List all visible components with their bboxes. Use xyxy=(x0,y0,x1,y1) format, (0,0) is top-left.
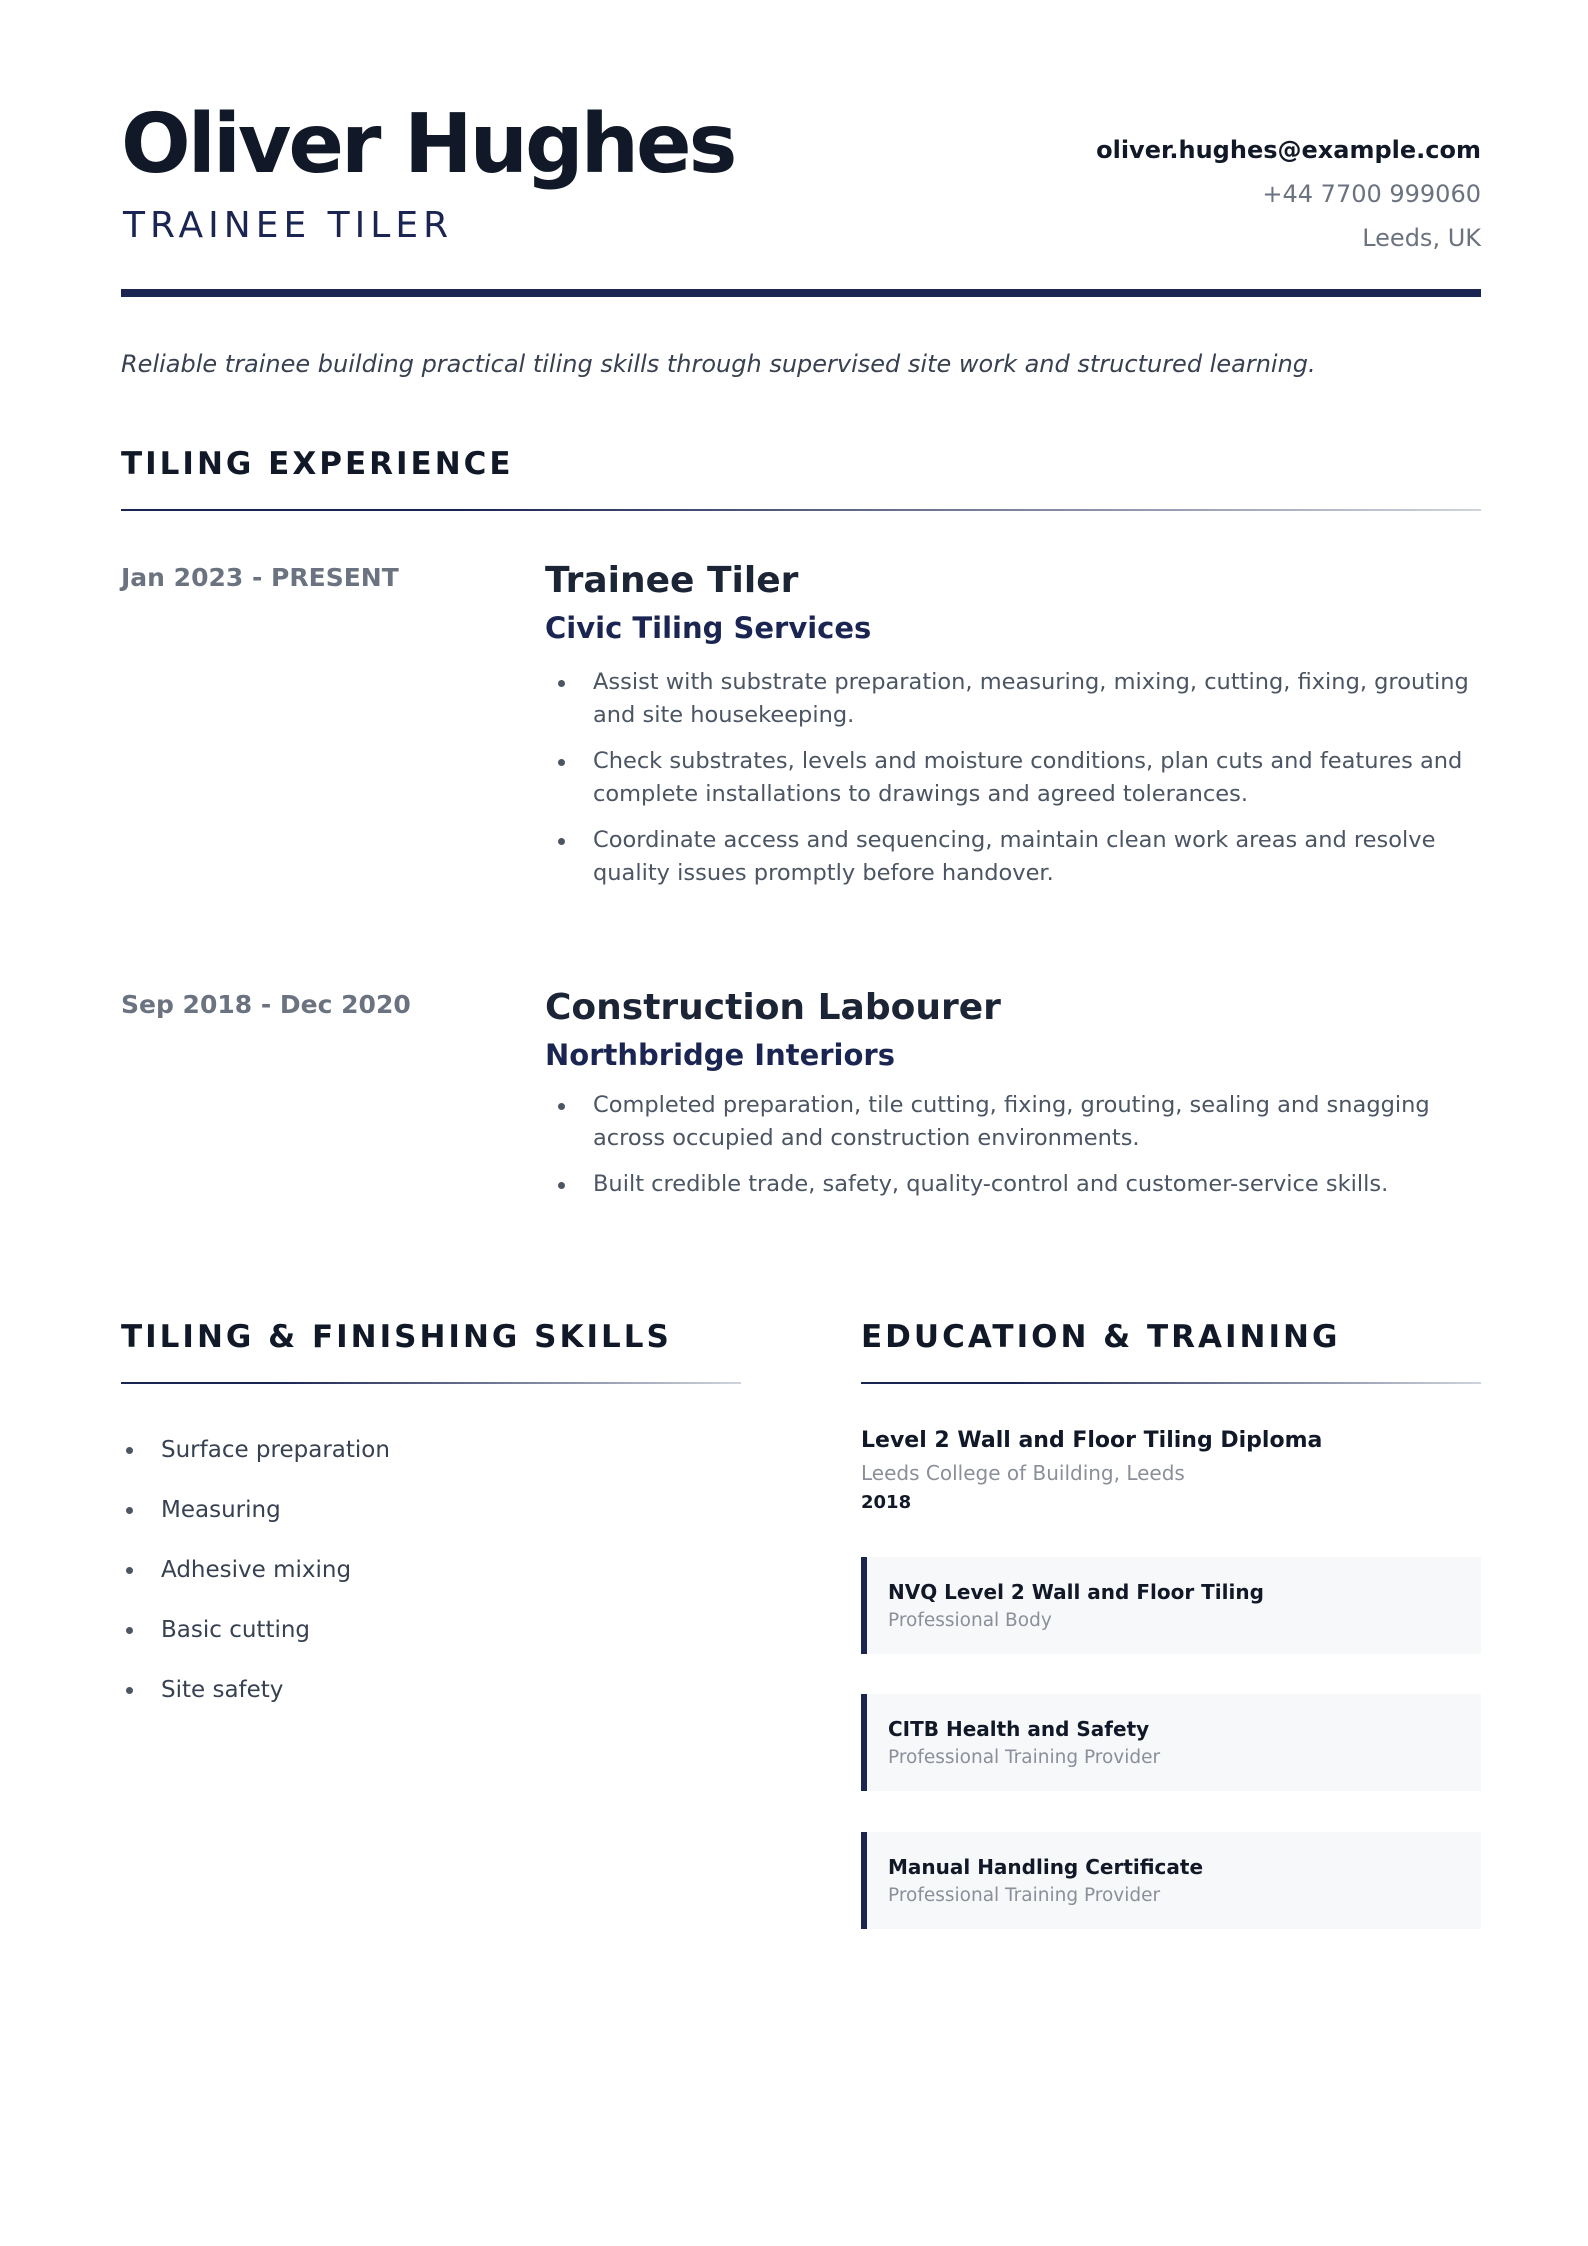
job-company: Civic Tiling Services xyxy=(545,611,872,645)
education-title: Level 2 Wall and Floor Tiling Diploma xyxy=(861,1428,1323,1453)
experience-section-divider xyxy=(121,509,1481,511)
skill-item: Site safety xyxy=(121,1660,390,1720)
contact-location: Leeds, UK xyxy=(1362,224,1481,252)
job-details xyxy=(545,985,1481,1214)
certification-issuer: Professional Training Provider xyxy=(888,1747,1161,1768)
skills-section-divider xyxy=(121,1382,741,1384)
job-responsibilities xyxy=(545,1089,1481,1201)
education-year: 2018 xyxy=(861,1492,912,1513)
candidate-name: Oliver Hughes xyxy=(121,97,735,192)
job-bullet: Assist with substrate preparation, measuring, mixing, cutting, fixing, grouting and site housekeeping. xyxy=(545,666,1481,732)
profile-summary: Reliable trainee building practical tiling skills through supervised site work and structured learning. xyxy=(121,350,1316,378)
skill-item: Adhesive mixing xyxy=(121,1540,390,1600)
job-title: Trainee Tiler xyxy=(545,560,799,601)
certification-card xyxy=(861,1832,1481,1929)
certification-title: CITB Health and Safety xyxy=(888,1717,1150,1741)
education-section-divider xyxy=(861,1382,1481,1384)
job-dates: Jan 2023 - PRESENT xyxy=(121,563,399,592)
header-divider xyxy=(121,289,1481,297)
experience-section-title: TILING EXPERIENCE xyxy=(121,446,514,482)
certification-card xyxy=(861,1694,1481,1791)
job-dates: Sep 2018 - Dec 2020 xyxy=(121,990,411,1019)
certification-title: NVQ Level 2 Wall and Floor Tiling xyxy=(888,1580,1264,1604)
skill-item: Basic cutting xyxy=(121,1600,390,1660)
certification-card xyxy=(861,1557,1481,1654)
skill-item: Measuring xyxy=(121,1480,390,1540)
job-bullet: Completed preparation, tile cutting, fixing, grouting, sealing and snagging across occupied and construction environments. xyxy=(545,1089,1481,1155)
skill-item: Surface preparation xyxy=(121,1420,390,1480)
certification-title: Manual Handling Certificate xyxy=(888,1855,1204,1879)
job-responsibilities xyxy=(545,666,1481,890)
certification-issuer: Professional Body xyxy=(888,1610,1052,1631)
contact-block xyxy=(1096,128,1481,260)
certification-issuer: Professional Training Provider xyxy=(888,1885,1161,1906)
skills-section-title: TILING & FINISHING SKILLS xyxy=(121,1319,672,1355)
candidate-role: TRAINEE TILER xyxy=(123,205,454,246)
education-institution: Leeds College of Building, Leeds xyxy=(861,1461,1185,1485)
job-title: Construction Labourer xyxy=(545,987,1001,1028)
education-section-title: EDUCATION & TRAINING xyxy=(861,1319,1341,1355)
job-bullet: Check substrates, levels and moisture conditions, plan cuts and features and complete installations to drawings and agreed tolerances. xyxy=(545,745,1481,811)
job-bullet: Coordinate access and sequencing, maintain clean work areas and resolve quality issues promptly before handover. xyxy=(545,824,1481,890)
job-company: Northbridge Interiors xyxy=(545,1038,895,1072)
education-entry xyxy=(861,1424,1481,1518)
skills-list xyxy=(121,1420,390,1720)
contact-email[interactable]: oliver.hughes@example.com xyxy=(1096,136,1481,164)
job-bullet: Built credible trade, safety, quality-control and customer-service skills. xyxy=(545,1168,1481,1201)
contact-phone[interactable]: +44 7700 999060 xyxy=(1262,180,1481,208)
job-details xyxy=(545,558,1481,903)
resume-header xyxy=(121,90,1481,300)
